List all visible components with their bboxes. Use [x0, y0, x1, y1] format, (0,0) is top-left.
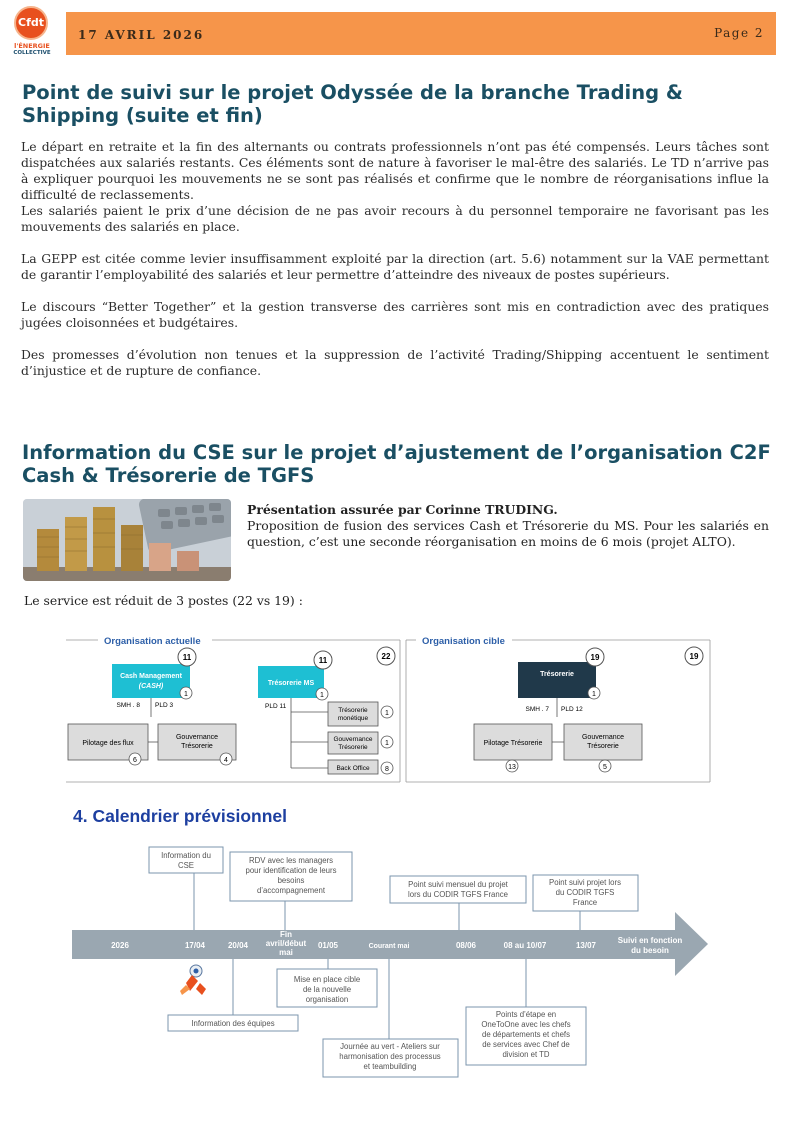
- milestone-below: Points d’étape en OneToOne avec les chefs de départements et chefs de services avec Chef de division et TD: [481, 1010, 571, 1059]
- org-pilotage-flux-n: 6: [133, 757, 137, 764]
- org-sub3: Back Office: [336, 765, 370, 772]
- calendar-title-text: Calendrier prévisionnel: [92, 806, 287, 826]
- section2-title: Information du CSE sur le projet d’ajustement de l’organisation C2F Cash & Trésorerie de TGFS: [22, 441, 771, 487]
- org-current-total: 22: [381, 652, 391, 661]
- timeline-label: Fin avril/début mai: [265, 930, 307, 957]
- paragraph: Les salariés paient le prix d’une décision de ne pas avoir recours à du personnel temporaire ne favorisant pas les mouvements des salariés en place.: [21, 203, 769, 234]
- milestone-above: Point suivi projet lors du CODIR TGFS France: [549, 878, 621, 907]
- org-sub1-n: 1: [385, 710, 389, 717]
- org-target-smh: SMH . 7: [525, 706, 549, 713]
- org-cash-smh: SMH . 8: [116, 702, 140, 709]
- paragraph: Des promesses d’évolution non tenues et la suppression de l’activité Trading/Shipping accentuent le sentiment d’injustice et de rupture de confiance.: [21, 347, 769, 378]
- milestone-below: Journée au vert - Ateliers sur harmonisation des processus et teambuilding: [339, 1042, 441, 1071]
- calendar-number: 4.: [73, 806, 88, 826]
- timeline-label: Suivi en fonction du besoin: [617, 936, 683, 955]
- coins-calculator-image: [23, 499, 231, 581]
- org-treso-ms-pld: PLD 11: [265, 703, 287, 710]
- timeline-label: 2026: [111, 941, 129, 950]
- service-reduction-note: Le service est réduit de 3 postes (22 vs 19) :: [24, 593, 303, 608]
- org-gouv-treso-n: 4: [224, 757, 228, 764]
- org-target-pld: PLD 12: [561, 706, 583, 713]
- milestone-below: Information des équipes: [191, 1019, 275, 1028]
- org-current-label: Organisation actuelle: [104, 636, 201, 647]
- timeline: [60, 835, 725, 1085]
- milestone-above: RDV avec les managers pour identification de leurs besoins d’accompagnement: [245, 856, 337, 895]
- calendar-title: [73, 806, 287, 827]
- paragraph: Le discours “Better Together” et la gestion transverse des carrières sont mis en contradiction avec des pratiques jugées cloisonnées et budgétaires.: [21, 299, 769, 330]
- org-gouv2-n: 5: [603, 764, 607, 771]
- presenter-line: Présentation assurée par Corinne TRUDING.: [247, 502, 558, 517]
- timeline-label: 01/05: [317, 941, 339, 950]
- logo: [8, 6, 58, 58]
- milestone-above: Point suivi mensuel du projet lors du CODIR TGFS France: [408, 880, 508, 899]
- org-sub2-n: 1: [385, 740, 389, 747]
- org-target-count: 19: [590, 653, 600, 662]
- org-pilotage-flux: Pilotage des flux: [82, 740, 134, 747]
- org-gouv2: Gouvernance Trésorerie: [581, 734, 625, 750]
- paragraph: La GEPP est citée comme levier insuffisamment exploité par la direction (art. 5.6) notamment sur la VAE permettant de garantir l’employabilité des salariés et leur permettre d’atteindre des niveaux de postes supérieurs.: [21, 251, 769, 282]
- org-target-label: Organisation cible: [422, 636, 505, 647]
- section1-title: Point de suivi sur le projet Odyssée de la branche Trading & Shipping (suite et fin): [22, 81, 683, 127]
- logo-mark: Cfdt: [14, 6, 48, 40]
- org-pilotage-treso: Pilotage Trésorerie: [483, 740, 543, 747]
- presentation-block: [247, 502, 769, 550]
- timeline-label: 08/06: [455, 941, 477, 950]
- org-gouv-treso: Gouvernance Trésorerie: [175, 734, 219, 750]
- paragraph: Le départ en retraite et la fin des alternants ou contrats professionnels n’ont pas été compensés. Leurs tâches sont dispatchées aux salariés restants. Ces éléments sont de nature à favoriser le mal-être des salariés. Le TD n’arrive pas à expliquer pourquoi les mouvements ne se sont pas réalisés et confirme que le nombre de réorganisations influe la difficulté de reclassements.: [21, 139, 769, 202]
- milestone-below: Mise en place cible de la nouvelle organisation: [293, 975, 361, 1004]
- org-cash-count: 11: [182, 653, 192, 662]
- header-date: 17 AVRIL 2026: [78, 28, 205, 42]
- rocket-icon: [180, 965, 206, 995]
- section1-body: [21, 139, 769, 379]
- logo-line2: COLLECTIVE: [13, 50, 51, 56]
- milestone-above: Information du CSE: [161, 851, 211, 870]
- timeline-label: 20/04: [227, 941, 249, 950]
- org-target-total: 19: [689, 652, 699, 661]
- org-cash-pld: PLD 3: [155, 702, 174, 709]
- org-target-one: 1: [592, 691, 596, 698]
- org-treso-ms-one: 1: [320, 692, 324, 699]
- presentation-summary: Proposition de fusion des services Cash et Trésorerie du MS. Pour les salariés en question, c’est une seconde réorganisation en moins de 6 mois (projet ALTO).: [247, 518, 769, 549]
- page-header: [66, 12, 776, 55]
- org-sub1: Trésorerie monétique: [337, 707, 369, 722]
- timeline-label: 08 au 10/07: [503, 941, 547, 950]
- org-treso-ms: Trésorerie MS: [267, 680, 315, 687]
- logo-line1: l'ÉNERGIE: [14, 42, 50, 50]
- org-chart: [60, 632, 720, 792]
- org-sub3-n: 8: [385, 766, 389, 773]
- timeline-label: 13/07: [575, 941, 597, 950]
- timeline-label: Courant mai: [368, 943, 410, 950]
- page-number: Page 2: [714, 26, 764, 40]
- org-target-box: Trésorerie: [540, 671, 574, 678]
- org-sub2: Gouvernance Trésorerie: [333, 736, 373, 751]
- org-cash-one: 1: [184, 691, 188, 698]
- timeline-label: 17/04: [184, 941, 206, 950]
- org-cash-box: Cash Management: [120, 673, 182, 680]
- org-treso-ms-count: 11: [318, 656, 328, 665]
- org-pilotage-treso-n: 13: [508, 764, 516, 771]
- org-cash-sub: (CASH): [138, 683, 164, 690]
